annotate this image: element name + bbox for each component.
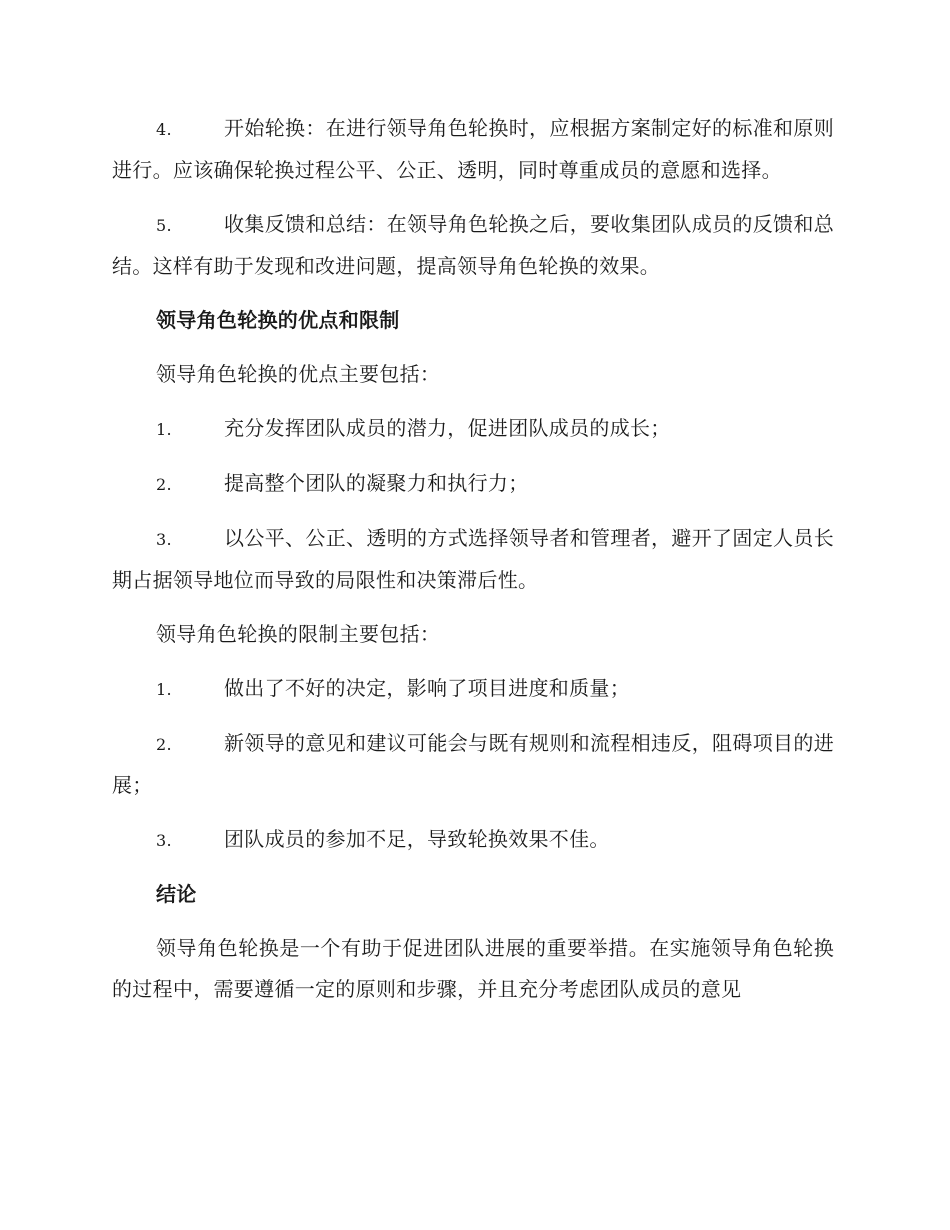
list-number: 2. <box>156 735 172 754</box>
list-number: 1. <box>156 680 172 699</box>
list-item <box>112 723 834 806</box>
list-item <box>112 204 834 287</box>
list-item <box>112 518 834 601</box>
pros-intro-paragraph: 领导角色轮换的优点主要包括： <box>156 362 441 386</box>
list-item <box>112 668 834 710</box>
list-text: 团队成员的参加不足，导致轮换效果不佳。 <box>224 827 610 851</box>
list-text: 以公平、公正、透明的方式选择领导者和管理者，避开了固定人员长期占据领导地位而导致的局限性和决策滞后性。 <box>112 526 834 592</box>
list-item <box>112 108 834 191</box>
list-text: 充分发挥团队成员的潜力，促进团队成员的成长； <box>224 416 671 440</box>
list-number: 4. <box>156 120 172 139</box>
list-number: 3. <box>156 530 172 549</box>
list-text: 开始轮换：在进行领导角色轮换时，应根据方案制定好的标准和原则进行。应该确保轮换过程公平、公正、透明，同时尊重成员的意愿和选择。 <box>112 116 834 182</box>
list-number: 3. <box>156 831 172 850</box>
list-item <box>112 819 834 861</box>
section-heading-pros-cons: 领导角色轮换的优点和限制 <box>156 308 400 332</box>
conclusion-paragraph: 领导角色轮换是一个有助于促进团队进展的重要举措。在实施领导角色轮换的过程中，需要遵循一定的原则和步骤，并且充分考虑团队成员的意见 <box>112 936 834 1001</box>
list-item <box>112 463 834 505</box>
list-text: 提高整个团队的凝聚力和执行力； <box>224 471 529 495</box>
list-number: 1. <box>156 420 172 439</box>
list-item <box>112 408 834 450</box>
section-heading-conclusion: 结论 <box>156 882 197 906</box>
cons-intro-paragraph: 领导角色轮换的限制主要包括： <box>156 622 441 646</box>
list-number: 5. <box>156 216 172 235</box>
list-number: 2. <box>156 475 172 494</box>
list-text: 新领导的意见和建议可能会与既有规则和流程相违反，阻碍项目的进展； <box>112 731 834 797</box>
document-page <box>112 108 834 1023</box>
list-text: 做出了不好的决定，影响了项目进度和质量； <box>224 676 630 700</box>
list-text: 收集反馈和总结：在领导角色轮换之后，要收集团队成员的反馈和总结。这样有助于发现和改进问题，提高领导角色轮换的效果。 <box>112 212 834 278</box>
